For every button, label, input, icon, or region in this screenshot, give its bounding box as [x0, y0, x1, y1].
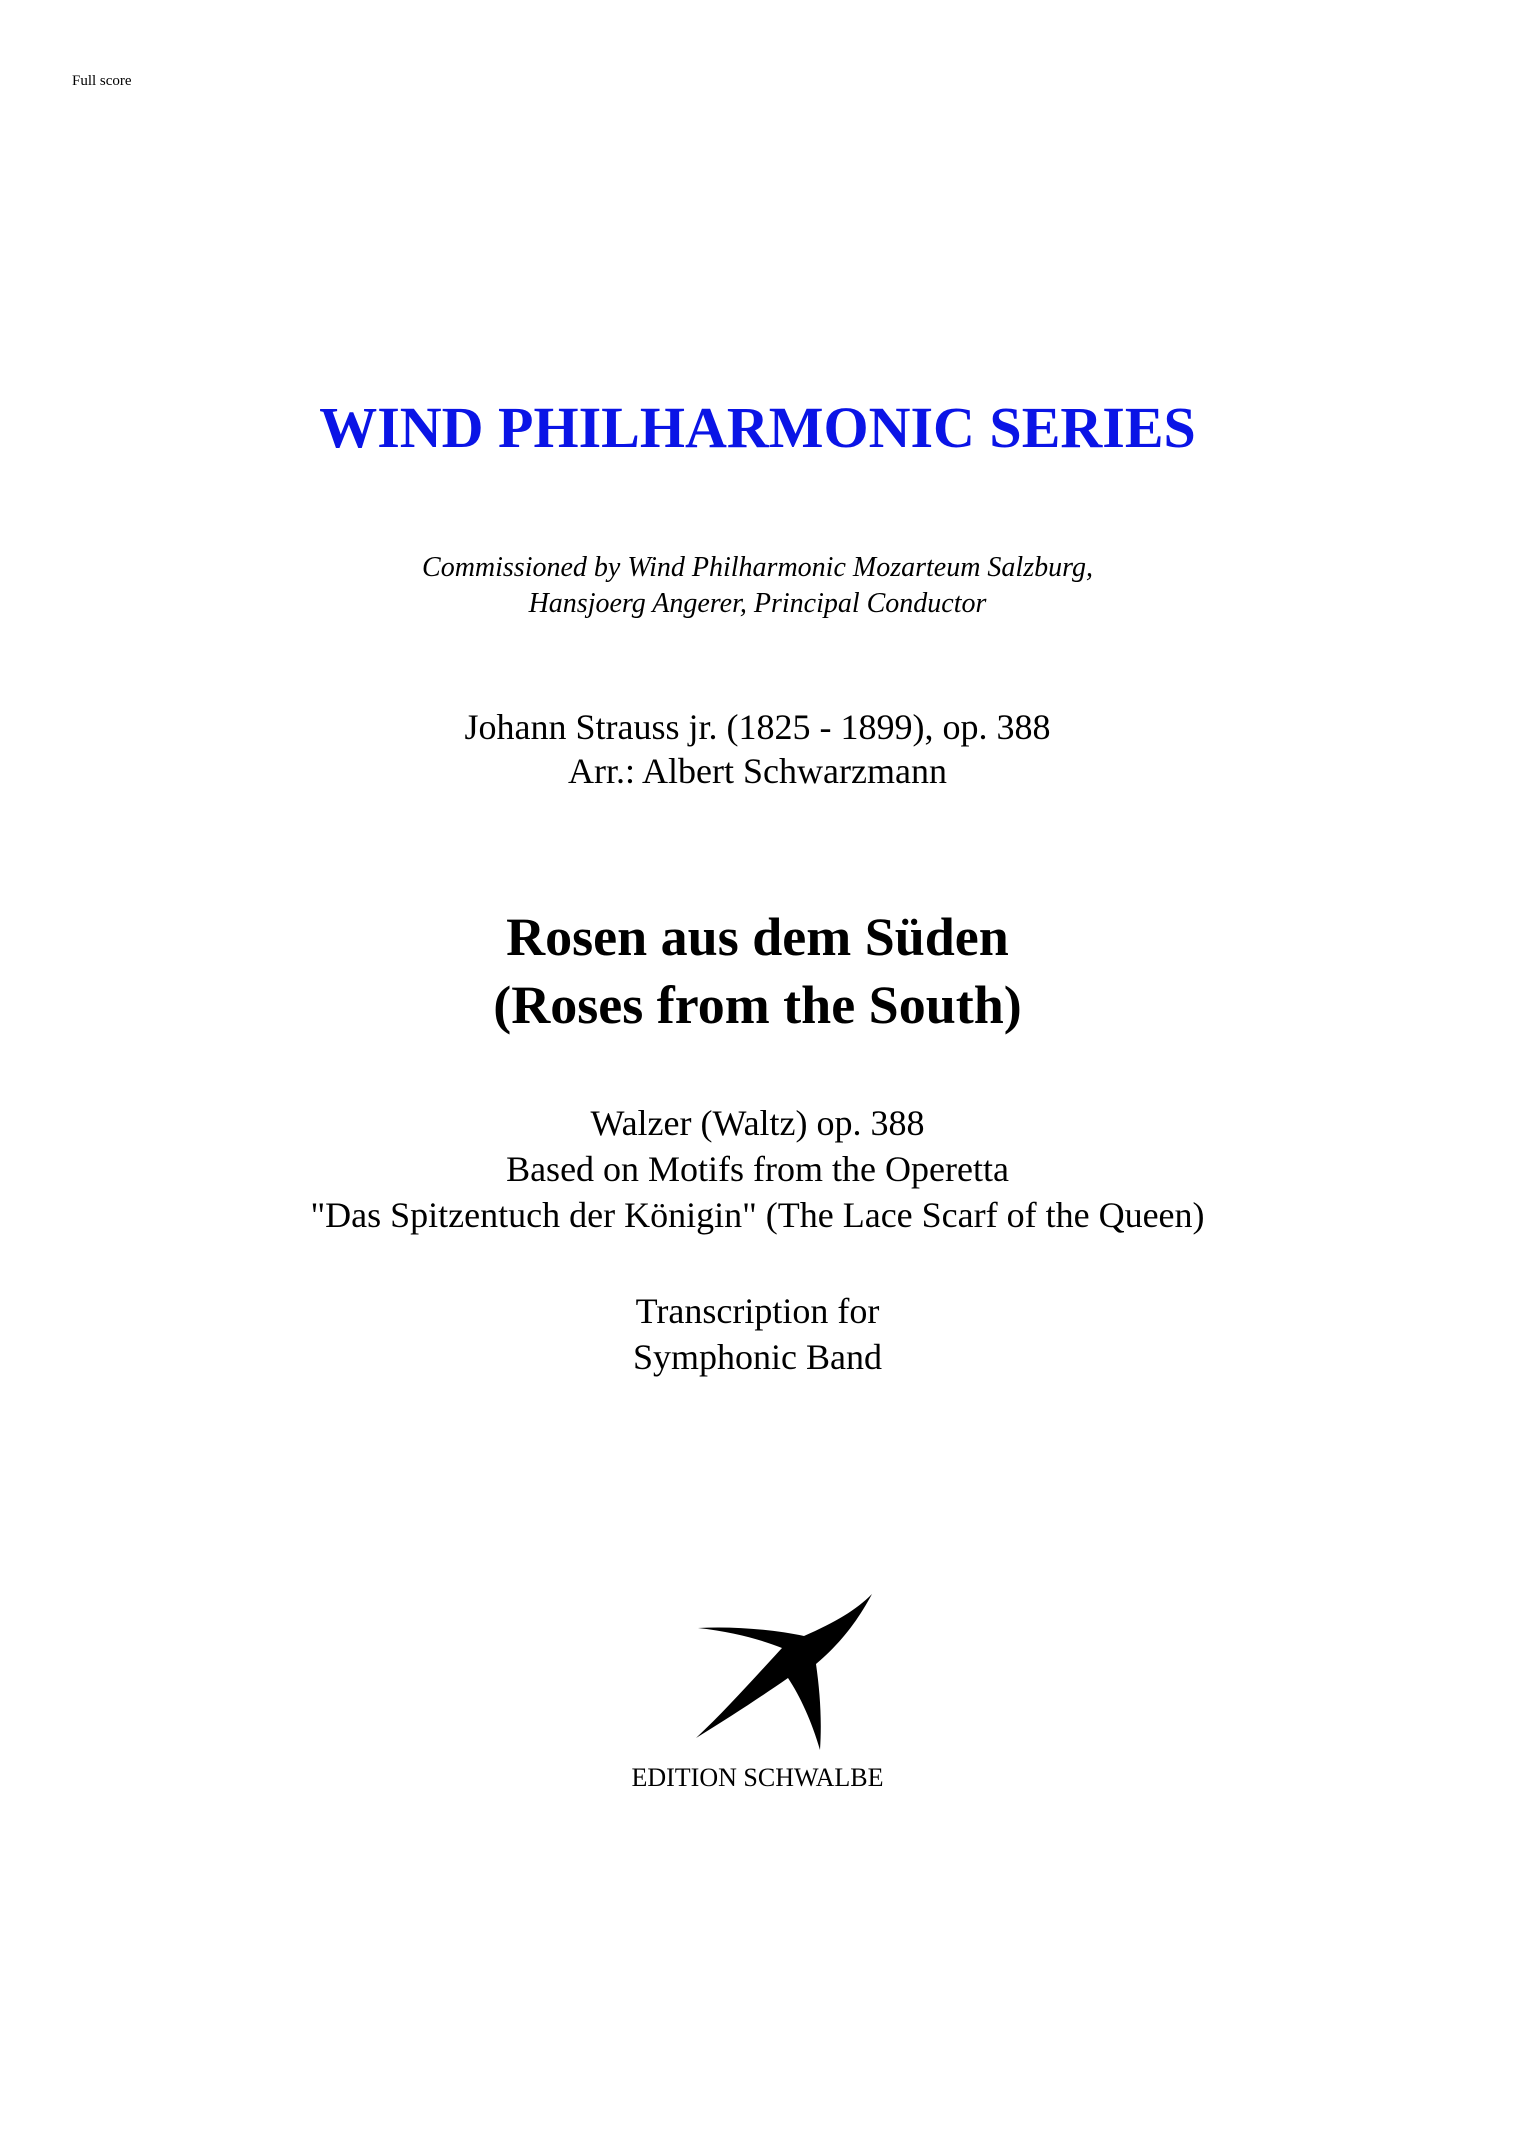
transcription-line-2: Symphonic Band [633, 1337, 882, 1377]
work-description [0, 1100, 1515, 1238]
arranger-line: Arr.: Albert Schwarzmann [568, 751, 947, 791]
composer-line: Johann Strauss jr. (1825 - 1899), op. 388 [464, 707, 1051, 747]
work-title-german: Rosen aus dem Süden [506, 907, 1009, 967]
description-line-1: Walzer (Waltz) op. 388 [590, 1103, 925, 1143]
work-title-english: (Roses from the South) [493, 975, 1022, 1035]
work-title [0, 903, 1515, 1039]
description-line-3: "Das Spitzentuch der Königin" (The Lace Scarf of the Queen) [310, 1195, 1205, 1235]
transcription-line-1: Transcription for [635, 1291, 880, 1331]
score-type-label: Full score [72, 73, 132, 89]
commission-line-2: Hansjoerg Angerer, Principal Conductor [528, 588, 987, 619]
series-title: WIND PHILHARMONIC SERIES [319, 395, 1196, 460]
transcription-note [0, 1288, 1515, 1380]
publisher-name: EDITION SCHWALBE [631, 1763, 884, 1792]
composer-credits [0, 705, 1515, 793]
description-line-2: Based on Motifs from the Operetta [506, 1149, 1009, 1189]
commission-credit [0, 550, 1515, 622]
commission-line-1: Commissioned by Wind Philharmonic Mozarteum Salzburg, [422, 552, 1093, 583]
swallow-icon [696, 1592, 876, 1750]
